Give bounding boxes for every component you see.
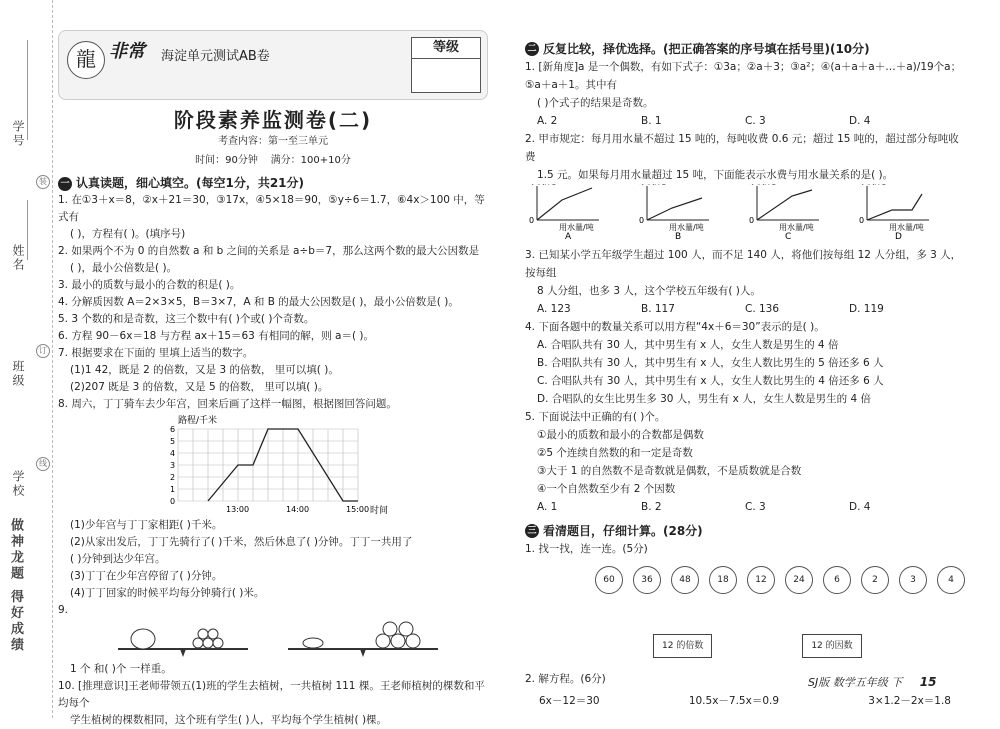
graph-line <box>537 188 592 220</box>
question-1: 1. 在①3＋x＝8，②x＋21＝30，③17x，④5×18＝90，⑤y÷6＝1.7，⑥4x＞100 中，等式有 <box>58 194 485 223</box>
question-8-3: (3)丁丁在少年宫停留了( )分钟。 <box>70 570 223 582</box>
edition-label: SJ版 数学五年级 下 <box>808 676 903 689</box>
chart-y-tick: 2 <box>170 473 176 482</box>
option-b: B. 117 <box>641 303 675 315</box>
mc-question-1: 1. [新角度]a 是一个偶数，有如下式子：①3a；②a＋3；③a²；④(a＋a＋a＋…＋a)/19个a；⑤a＋a＋1。其中有 <box>525 61 962 91</box>
graph-option-label: D <box>895 232 902 240</box>
header-banner <box>58 30 488 100</box>
section-2-heading <box>525 40 965 58</box>
section-badge: 三 <box>525 524 539 538</box>
question-9: 9. <box>58 604 69 616</box>
mc-question-1-cont: ( )个式子的结果是奇数。 <box>537 97 654 109</box>
section-3-title: 看清题目，仔细计算。(28分) <box>543 524 703 538</box>
statement-4: ④一个自然数至少有 2 个因数 <box>537 483 676 495</box>
mc-1-options <box>525 112 965 130</box>
number-circle: 48 <box>671 566 699 594</box>
question-9-answer: 1 个 和( )个 一样重。 <box>70 663 172 675</box>
graph-x-label: 用水量/吨 <box>559 223 594 232</box>
exam-score: 满分：100+10分 <box>270 155 351 166</box>
page-footer <box>808 674 936 690</box>
mc-question-2-cont: 1.5 元。如果每月用水量超过 15 吨，下面能表示水费与用水量关系的是( )。 <box>537 169 894 181</box>
option-d: D. 4 <box>849 115 871 127</box>
graph-line <box>647 198 702 220</box>
question-8: 8. 周六，丁丁骑车去少年宫，回来后画了这样一幅图，根据图回答问题。 <box>58 398 397 410</box>
graph-line <box>867 194 922 220</box>
number-circle: 36 <box>633 566 661 594</box>
section-badge: 一 <box>58 177 72 191</box>
question-5: 5. 3 个数的和是奇数，这三个数中有( )个或( )个奇数。 <box>58 313 315 325</box>
binding-circle: 订 <box>36 344 50 358</box>
pumpkin-icon <box>131 629 155 649</box>
chart-y-tick: 3 <box>170 461 176 470</box>
question-8-1: (1)少年宫与丁丁家相距( )千米。 <box>70 519 223 531</box>
option-a: A. 2 <box>537 115 558 127</box>
graph-line <box>757 190 812 220</box>
graph-x-label: 用水量/吨 <box>779 223 814 232</box>
publisher-logo: 龍 <box>67 41 105 79</box>
mc-question-4: 4. 下面各题中的数量关系可以用方程“4x＋6＝30”表示的是( )。 <box>525 321 825 333</box>
question-2-cont: ( )，最小公倍数是( )。 <box>70 262 178 274</box>
series-name: 海淀单元测试AB卷 <box>161 49 270 64</box>
slogan: 做神龙题 得好成绩 <box>8 518 23 654</box>
calc-question-1: 1. 找一找，连一连。(5分) <box>525 543 648 555</box>
margin-line <box>27 200 28 260</box>
section-1-title: 认真读题，细心填空。(每空1分，共21分) <box>76 176 305 190</box>
balance-scales-illustration <box>98 619 458 661</box>
option-b: B. 1 <box>641 115 662 127</box>
section-1-heading <box>58 175 488 192</box>
graph-origin: 0 <box>749 216 755 225</box>
category-boxes <box>525 634 965 658</box>
number-circle: 4 <box>937 566 965 594</box>
question-8-2-cont: ( )分钟到达少年宫。 <box>70 553 166 565</box>
chart-y-label: 路程/千米 <box>178 416 218 426</box>
question-7-2: (2)207 既是 3 的倍数，又是 5 的倍数， 里可以填( )。 <box>70 381 329 393</box>
section-2-title: 反复比较，择优选择。(把正确答案的序号填在括号里)(10分) <box>543 42 870 56</box>
option-c: C. 3 <box>745 501 766 513</box>
section-badge: 二 <box>525 42 539 56</box>
water-fee-graphs <box>525 184 965 240</box>
question-1-cont: ( )，方程有( )。(填序号) <box>70 228 186 240</box>
chart-y-tick: 5 <box>170 437 176 446</box>
graph-y-label <box>529 184 556 186</box>
question-6: 6. 方程 90－6x＝18 与方程 ax＋15＝63 有相同的解，则 a＝( )。 <box>58 330 374 342</box>
question-7: 7. 根据要求在下面的 里填上适当的数字。 <box>58 347 254 359</box>
balance-scale-right <box>288 622 438 657</box>
binding-circle: 装 <box>36 175 50 189</box>
chart-y-tick: 0 <box>170 497 176 506</box>
brand-name: 非常 <box>109 41 145 62</box>
question-8-4: (4)丁丁回家的时候平均每分钟骑行( )米。 <box>70 587 265 599</box>
question-7-1: (1)1 42，既是 2 的倍数，又是 3 的倍数， 里可以填( )。 <box>70 364 339 376</box>
chart-x-tick: 13:00 <box>226 505 250 514</box>
number-circle: 24 <box>785 566 813 594</box>
equation-1: 6x－12＝30 <box>539 695 600 707</box>
chart-y-tick: 6 <box>170 425 176 434</box>
graph-option-label: C <box>785 232 792 240</box>
option-d: D. 119 <box>849 303 884 315</box>
chart-x-tick: 15:00 <box>346 505 370 514</box>
option-d: D. 合唱队的女生比男生多 30 人，男生有 x 人，女生人数是男生的 4 倍 <box>537 393 872 405</box>
label-student-id: 学号 <box>11 120 25 148</box>
number-circles <box>525 566 965 594</box>
statement-2: ②5 个连续自然数的和一定是奇数 <box>537 447 693 459</box>
graph-origin: 0 <box>529 216 535 225</box>
equations-row <box>525 692 965 710</box>
option-d: D. 4 <box>849 501 871 513</box>
option-a: A. 1 <box>537 501 558 513</box>
mc-5-options <box>525 498 965 516</box>
page-title: 阶段素养监测卷(二) <box>173 108 373 132</box>
exam-meta <box>58 152 488 169</box>
question-2: 2. 如果两个不为 0 的自然数 a 和 b 之间的关系是 a÷b＝7，那么这两个数的最大公因数是 <box>58 245 480 257</box>
melon-icon <box>303 638 323 648</box>
statement-3: ③大于 1 的自然数不是奇数就是偶数，不是质数就是合数 <box>537 465 802 477</box>
number-circle: 12 <box>747 566 775 594</box>
graph-x-label: 用水量/吨 <box>889 223 924 232</box>
exam-scope: 考查内容：第一至三单元 <box>218 136 328 147</box>
grade-box <box>411 37 481 93</box>
equation-3: 3×1.2－2x＝1.8 <box>868 695 951 707</box>
multiples-box: 12 的倍数 <box>653 634 712 658</box>
question-8-2: (2)从家出发后，丁丁先骑行了( )千米，然后休息了( )分钟。丁丁一共用了 <box>70 536 413 548</box>
mc-3-options <box>525 300 965 318</box>
chart-y-tick: 4 <box>170 449 176 458</box>
option-a: A. 合唱队共有 30 人，其中男生有 x 人，女生人数是男生的 4 倍 <box>537 339 839 351</box>
chart-y-tick: 1 <box>170 485 176 494</box>
calc-question-2: 2. 解方程。(6分) <box>525 673 606 685</box>
number-circle: 18 <box>709 566 737 594</box>
graph-y-label <box>749 184 776 186</box>
graph-x-label: 用水量/吨 <box>669 223 704 232</box>
left-column <box>58 30 488 729</box>
mc-question-3: 3. 已知某小学五年级学生超过 100 人，而不足 140 人，将他们按每组 12 人分组，多 3 人，按每组 <box>525 249 962 279</box>
label-class: 班级 <box>11 360 25 388</box>
option-c: C. 3 <box>745 115 766 127</box>
question-10: 10. [推理意识]王老师带领五(1)班的学生去植树，一共植树 111 棵。王老师植树的棵数和平均每个 <box>58 680 485 709</box>
right-column <box>525 34 965 710</box>
label-school: 学校 <box>11 470 25 498</box>
mc-question-2: 2. 甲市规定：每月用水量不超过 15 吨的，每吨收费 0.6 元；超过 15 吨的，超过部分每吨收费 <box>525 133 959 163</box>
number-circle: 2 <box>861 566 889 594</box>
number-circle: 60 <box>595 566 623 594</box>
question-10-cont: 学生植树的棵数相同，这个班有学生( )人，平均每个学生植树( )棵。 <box>70 714 388 726</box>
statement-1: ①最小的质数和最小的合数都是偶数 <box>537 429 704 441</box>
margin-line <box>27 40 28 140</box>
option-b: B. 2 <box>641 501 662 513</box>
chart-x-label: 时间 <box>370 506 389 516</box>
number-circle: 3 <box>899 566 927 594</box>
question-4: 4. 分解质因数 A＝2×3×5，B＝3×7，A 和 B 的最大公因数是( )，最小公倍数是( )。 <box>58 296 459 308</box>
binding-circle: 线 <box>36 457 50 471</box>
balance-scale-left <box>118 629 248 657</box>
option-c: C. 136 <box>745 303 780 315</box>
mc-question-5: 5. 下面说法中正确的有( )个。 <box>525 411 666 423</box>
distance-time-chart <box>138 413 398 517</box>
chart-x-tick: 14:00 <box>286 505 310 514</box>
grade-label: 等级 <box>412 38 480 59</box>
mc-question-3-cont: 8 人分组，也多 3 人，这个学校五年级有( )人。 <box>537 285 761 297</box>
graph-origin: 0 <box>859 216 865 225</box>
number-circle: 6 <box>823 566 851 594</box>
page-number: 15 <box>919 675 937 689</box>
equation-2: 10.5x－7.5x＝0.9 <box>688 695 780 707</box>
section-3-heading <box>525 522 965 540</box>
option-c: C. 合唱队共有 30 人，其中男生有 x 人，女生人数比男生的 4 倍还多 6 人 <box>537 375 884 387</box>
option-a: A. 123 <box>537 303 571 315</box>
graph-origin: 0 <box>639 216 645 225</box>
label-name: 姓名 <box>11 244 25 272</box>
exam-time: 时间：90分钟 <box>195 155 258 166</box>
option-b: B. 合唱队共有 30 人，其中男生有 x 人，女生人数比男生的 5 倍还多 6 人 <box>537 357 884 369</box>
question-3: 3. 最小的质数与最小的合数的积是( )。 <box>58 279 241 291</box>
factors-box: 12 的因数 <box>802 634 861 658</box>
graph-y-label <box>639 184 666 186</box>
graph-option-label: A <box>565 232 572 240</box>
binding-margin <box>0 0 53 718</box>
graph-y-label <box>859 184 886 186</box>
graph-option-label: B <box>675 232 682 240</box>
